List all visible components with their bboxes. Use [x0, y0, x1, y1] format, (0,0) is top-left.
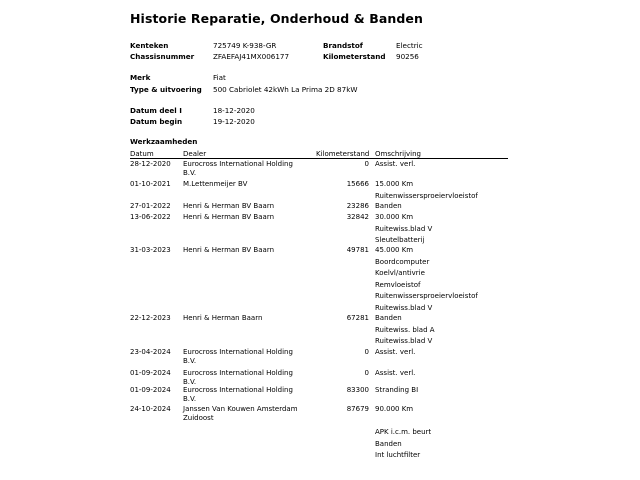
omschrijving-line: Stranding BI	[375, 386, 419, 394]
omschrijving-line: Int luchtfilter	[375, 451, 421, 459]
kenteken-value: 725749 K-938-GR	[213, 41, 277, 50]
merk-value: Fiat	[213, 73, 226, 82]
omschrijving-line: 30.000 Km	[375, 213, 414, 221]
row-omschrijving	[375, 160, 415, 172]
row-date: 31-03-2023	[130, 246, 171, 254]
row-date: 13-06-2022	[130, 213, 171, 221]
omschrijving-line: 15.000 Km	[375, 180, 414, 188]
column-header-kilometerstand: Kilometerstand	[316, 150, 370, 158]
row-date: 22-12-2023	[130, 314, 171, 322]
kilometerstand-value: 90256	[396, 52, 419, 61]
omschrijving-line: Remvloeistof	[375, 280, 421, 289]
row-omschrijving	[375, 213, 432, 248]
row-dealer: Eurocross International Holding B.V.	[183, 160, 293, 177]
omschrijving-line: Assist. verl.	[375, 348, 416, 356]
omschrijving-line: Ruitewiss. blad A	[375, 325, 435, 334]
werkzaamheden-title: Werkzaamheden	[130, 137, 198, 146]
row-omschrijving	[375, 386, 418, 398]
row-date: 23-04-2024	[130, 348, 171, 356]
omschrijving-line: Assist. verl.	[375, 160, 416, 168]
row-dealer: Henri & Herman BV Baarn	[183, 202, 275, 210]
omschrijving-line: Assist. verl.	[375, 369, 416, 377]
datum-deel-1-label: Datum deel I	[130, 106, 182, 115]
omschrijving-line	[375, 417, 431, 429]
row-date: 24-10-2024	[130, 405, 171, 413]
row-kilometerstand: 87679	[346, 405, 369, 413]
row-omschrijving	[375, 405, 431, 463]
omschrijving-line: APK i.c.m. beurt	[375, 428, 432, 436]
kenteken-label: Kenteken	[130, 41, 169, 50]
row-omschrijving	[375, 246, 478, 315]
row-kilometerstand: 0	[364, 348, 369, 356]
omschrijving-line: 90.000 Km	[375, 405, 414, 413]
omschrijving-line: Ruitewiss.blad V	[375, 224, 433, 233]
kilometerstand-label: Kilometerstand	[323, 52, 386, 61]
row-date: 28-12-2020	[130, 160, 171, 168]
type-value: 500 Cabriolet 42kWh La Prima 2D 87kW	[213, 85, 358, 94]
brandstof-label: Brandstof	[323, 41, 363, 50]
row-dealer: Eurocross International Holding B.V.	[183, 348, 293, 365]
column-header-datum: Datum	[130, 150, 154, 158]
omschrijving-line: Ruitewiss.blad V	[375, 303, 433, 312]
row-kilometerstand: 32842	[346, 213, 369, 221]
row-omschrijving	[375, 314, 435, 349]
row-kilometerstand: 23286	[346, 202, 369, 210]
chassis-label: Chassisnummer	[130, 52, 195, 61]
datum-deel-1-value: 18-12-2020	[213, 106, 255, 115]
row-omschrijving	[375, 369, 415, 381]
omschrijving-line: Boordcomputer	[375, 257, 430, 266]
row-date: 27-01-2022	[130, 202, 171, 210]
omschrijving-line: Ruitenwissersproeiervloeistof	[375, 292, 478, 300]
omschrijving-line: Ruitewiss.blad V	[375, 337, 433, 345]
row-dealer: Eurocross International Holding B.V.	[183, 369, 293, 386]
omschrijving-line: Sleutelbatterij	[375, 236, 425, 244]
row-kilometerstand: 15666	[346, 180, 369, 188]
omschrijving-line: 45.000 Km	[375, 246, 414, 254]
omschrijving-line: Koelvl/antivrie	[375, 269, 425, 277]
row-omschrijving	[375, 180, 478, 203]
merk-label: Merk	[130, 73, 151, 82]
column-header-dealer: Dealer	[183, 150, 207, 158]
datum-begin-value: 19-12-2020	[213, 117, 255, 126]
row-kilometerstand: 83300	[346, 386, 369, 394]
row-kilometerstand: 0	[364, 160, 369, 168]
row-kilometerstand: 0	[364, 369, 369, 377]
row-dealer: Henri & Herman BV Baarn	[183, 246, 275, 254]
table-header-divider	[130, 158, 508, 159]
omschrijving-line: Banden	[375, 314, 402, 322]
omschrijving-line: Banden	[375, 439, 402, 448]
brandstof-value: Electric	[396, 41, 423, 50]
type-label: Type & uitvoering	[130, 85, 202, 94]
column-header-omschrijving: Omschrijving	[375, 150, 421, 158]
row-date: 01-10-2021	[130, 180, 171, 188]
chassis-value: ZFAEFAJ41MX006177	[213, 52, 290, 61]
page-title: Historie Reparatie, Onderhoud & Banden	[130, 11, 423, 26]
omschrijving-line: Ruitenwissersproeiervloeistof	[375, 191, 478, 200]
row-dealer: Henri & Herman BV Baarn	[183, 213, 275, 221]
row-dealer: Henri & Herman Baarn	[183, 314, 263, 322]
row-date: 01-09-2024	[130, 386, 171, 394]
row-omschrijving	[375, 202, 402, 214]
row-dealer: Janssen Van Kouwen Amsterdam Zuidoost	[183, 405, 298, 422]
row-kilometerstand: 67281	[346, 314, 369, 322]
omschrijving-line: Banden	[375, 202, 402, 210]
row-dealer: Eurocross International Holding B.V.	[183, 386, 293, 403]
row-kilometerstand: 49781	[346, 246, 369, 254]
datum-begin-label: Datum begin	[130, 117, 183, 126]
row-omschrijving	[375, 348, 415, 360]
row-date: 01-09-2024	[130, 369, 171, 377]
row-dealer: M.Lettenmeijer BV	[183, 180, 248, 188]
